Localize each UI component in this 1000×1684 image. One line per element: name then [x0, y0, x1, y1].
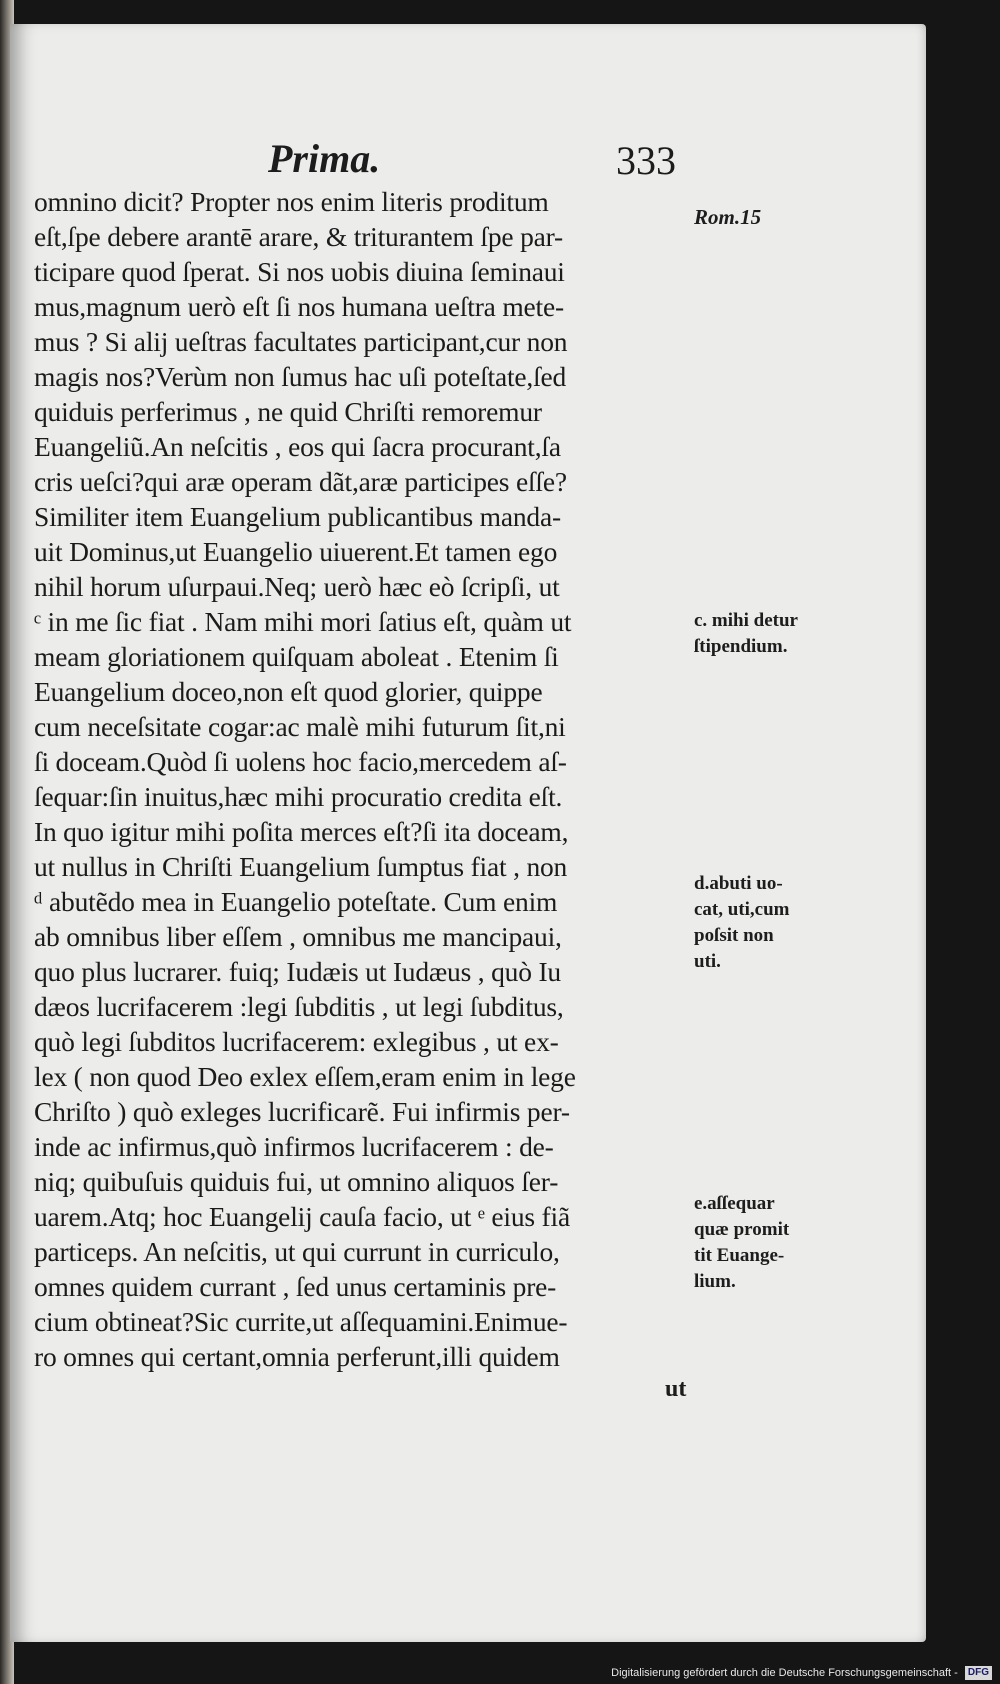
text-line: particeps. An neſcitis, ut qui currunt in curriculo,: [34, 1236, 560, 1267]
text-line: quiduis perferimus , ne quid Chriſti remoremur: [34, 396, 542, 427]
text-line: omnino dicit? Propter nos enim literis proditum: [34, 186, 549, 217]
text-line: eſt,ſpe debere arantē arare, & triturantem ſpe par-: [34, 221, 564, 252]
text-line: Euangelium doceo,non eſt quod glorier, quippe: [34, 676, 543, 707]
marginal-note-line: ſtipendium.: [694, 636, 788, 657]
page-number: 333: [616, 138, 676, 183]
text-line: ſi doceam.Quòd ſi uolens hoc facio,mercedem aſ-: [34, 746, 567, 777]
text-line: cris ueſci?qui aræ operam dãt,aræ participes eſſe?: [34, 466, 567, 497]
text-line: ab omnibus liber eſſem , omnibus me mancipaui,: [34, 921, 562, 952]
text-line: lex ( non quod Deo exlex eſſem,eram enim in lege: [34, 1061, 576, 1092]
text-line: quo plus lucrarer. fuiq; Iudæis ut Iudæus , quò Iu: [34, 956, 561, 987]
text-line: Similiter item Euangelium publicantibus manda-: [34, 501, 561, 532]
text-line: niq; quibuſuis quiduis fui, ut omnino aliquos ſer-: [34, 1166, 559, 1197]
marginal-note-line: d.abuti uo-: [694, 873, 783, 894]
text-line: nihil horum uſurpaui.Neq; uerò hæc eò ſcripſi, ut: [34, 571, 560, 602]
text-line: quò legi ſubditos lucrifacerem: exlegibus , ut ex-: [34, 1026, 559, 1057]
text-line: In quo igitur mihi poſita merces eſt?ſi ita doceam,: [34, 816, 569, 847]
text-line: omnes quidem currant , ſed unus certaminis pre-: [34, 1271, 557, 1302]
text-line: Euangeliũ.An neſcitis , eos qui ſacra procurant,ſa: [34, 431, 561, 462]
digitization-footer: [611, 1664, 992, 1682]
text-line: cum neceſsitate cogar:ac malè mihi futurum ſit,ni: [34, 711, 566, 742]
text-line: uarem.Atq; hoc Euangelij cauſa facio, ut ᵉ eius fiã: [34, 1201, 570, 1232]
text-line: ro omnes qui certant,omnia perferunt,illi quidem: [34, 1341, 560, 1372]
text-line: meam gloriationem quiſquam aboleat . Etenim ſi: [34, 641, 559, 672]
text-line: Chriſto ) quò exleges lucrificarẽ. Fui infirmis per-: [34, 1096, 570, 1127]
text-line: ᶜ in me ſic fiat . Nam mihi mori ſatius eſt, quàm ut: [34, 606, 572, 637]
text-line: ticipare quod ſperat. Si nos uobis diuina ſeminaui: [34, 256, 565, 287]
marginal-note-line: tit Euange-: [694, 1245, 785, 1266]
marginal-note-line: quæ promit: [694, 1219, 790, 1240]
marginal-note-line: uti.: [694, 951, 721, 972]
marginal-note-line: poſsit non: [694, 925, 774, 946]
text-line: dæos lucrifacerem :legi ſubditis , ut legi ſubditus,: [34, 991, 564, 1022]
marginal-note-line: c. mihi detur: [694, 610, 798, 631]
footer-credit-text: Digitalisierung gefördert durch die Deutsche Forschungsgemeinschaft -: [611, 1667, 958, 1679]
running-head-title: Prima.: [268, 136, 381, 181]
text-line: ᵈ abutẽdo mea in Euangelio poteſtate. Cum enim: [34, 886, 558, 917]
text-line: mus,magnum uerò eſt ſi nos humana ueſtra mete-: [34, 291, 564, 322]
marginal-note-e: [694, 1191, 854, 1295]
text-line: uit Dominus,ut Euangelio uiuerent.Et tamen ego: [34, 536, 558, 567]
body-text: [34, 184, 694, 1374]
marginal-note-c: [694, 608, 854, 660]
text-line: cium obtineat?Sic currite,ut aſſequamini.Enimue-: [34, 1306, 568, 1337]
marginal-note-line: Rom.15: [694, 205, 762, 229]
text-line: mus ? Si alij ueſtras facultates participant,cur non: [34, 326, 568, 357]
marginal-note-line: lium.: [694, 1271, 736, 1292]
text-line: ſequar:ſin inuitus,hæc mihi procuratio credita eſt.: [34, 781, 563, 812]
dfg-logo: DFG: [965, 1666, 992, 1680]
marginal-note-rom: [694, 204, 854, 230]
marginal-note-d: [694, 871, 854, 975]
catchword: ut: [665, 1376, 687, 1402]
marginal-note-line: cat, uti,cum: [694, 899, 790, 920]
text-line: ut nullus in Chriſti Euangelium ſumptus fiat , non: [34, 851, 568, 882]
book-page: [10, 24, 926, 1642]
text-line: inde ac infirmus,quò infirmos lucrifacerem : de-: [34, 1131, 554, 1162]
text-line: magis nos?Verùm non ſumus hac uſi poteſtate,ſed: [34, 361, 567, 392]
marginal-note-line: e.aſſequar: [694, 1193, 775, 1214]
